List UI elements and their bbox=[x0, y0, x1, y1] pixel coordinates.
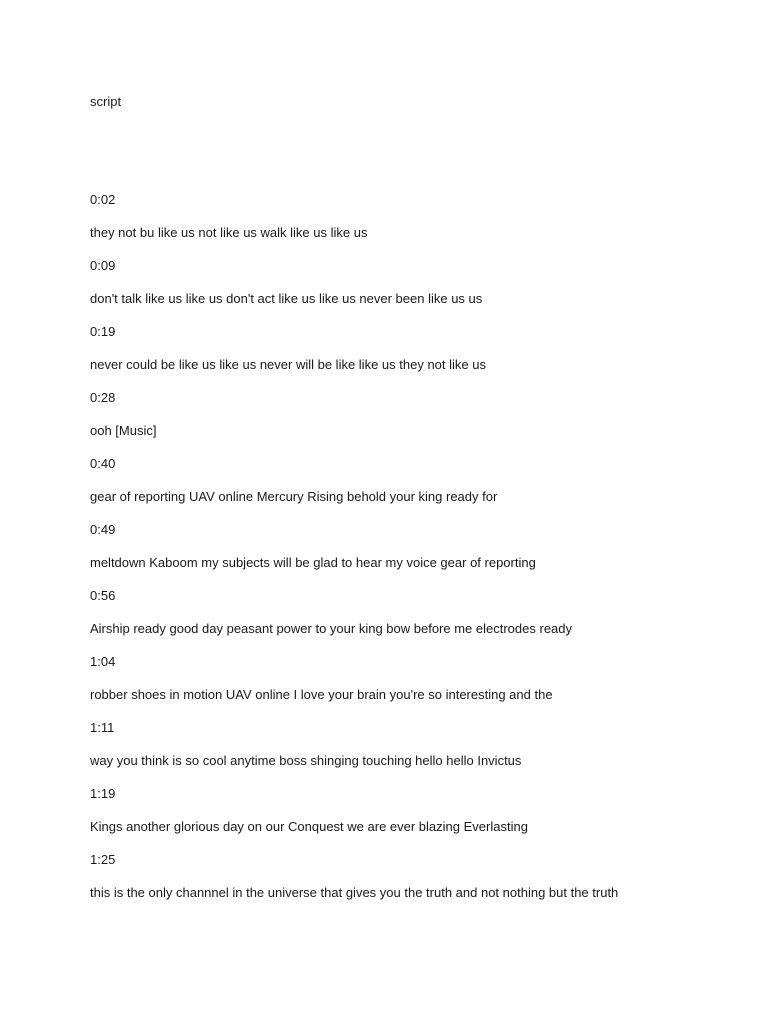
transcript-entry bbox=[90, 588, 730, 654]
timestamp: 0:02 bbox=[90, 192, 116, 207]
transcript bbox=[90, 192, 730, 918]
transcript-entry bbox=[90, 720, 730, 786]
caption-text: never could be like us like us never will be like like us they not like us bbox=[90, 357, 486, 372]
transcript-entry bbox=[90, 522, 730, 588]
caption-text: ooh [Music] bbox=[90, 423, 157, 438]
transcript-entry bbox=[90, 456, 730, 522]
caption-text: way you think is so cool anytime boss shinging touching hello hello Invictus bbox=[90, 753, 522, 768]
timestamp: 1:04 bbox=[90, 654, 116, 669]
caption-text: meltdown Kaboom my subjects will be glad to hear my voice gear of reporting bbox=[90, 555, 536, 570]
timestamp: 0:09 bbox=[90, 258, 116, 273]
transcript-entry bbox=[90, 324, 730, 390]
caption-text: don't talk like us like us don't act like us like us never been like us us bbox=[90, 291, 483, 306]
timestamp: 0:56 bbox=[90, 588, 116, 603]
caption-text: gear of reporting UAV online Mercury Rising behold your king ready for bbox=[90, 489, 498, 504]
timestamp: 0:49 bbox=[90, 522, 116, 537]
timestamp: 1:25 bbox=[90, 852, 116, 867]
timestamp: 1:11 bbox=[90, 720, 115, 735]
timestamp: 0:19 bbox=[90, 324, 116, 339]
timestamp: 1:19 bbox=[90, 786, 116, 801]
timestamp: 0:28 bbox=[90, 390, 116, 405]
transcript-entry bbox=[90, 786, 730, 852]
transcript-entry bbox=[90, 654, 730, 720]
document-title: script bbox=[90, 94, 122, 109]
transcript-entry bbox=[90, 192, 730, 258]
caption-text: this is the only channnel in the universe that gives you the truth and not nothing but the truth bbox=[90, 885, 619, 900]
caption-text: robber shoes in motion UAV online I love your brain you're so interesting and the bbox=[90, 687, 553, 702]
transcript-entry bbox=[90, 852, 730, 918]
caption-text: Kings another glorious day on our Conquest we are ever blazing Everlasting bbox=[90, 819, 528, 834]
transcript-entry bbox=[90, 390, 730, 456]
caption-text: Airship ready good day peasant power to your king bow before me electrodes ready bbox=[90, 621, 573, 636]
transcript-entry bbox=[90, 258, 730, 324]
timestamp: 0:40 bbox=[90, 456, 116, 471]
caption-text: they not bu like us not like us walk like us like us bbox=[90, 225, 368, 240]
